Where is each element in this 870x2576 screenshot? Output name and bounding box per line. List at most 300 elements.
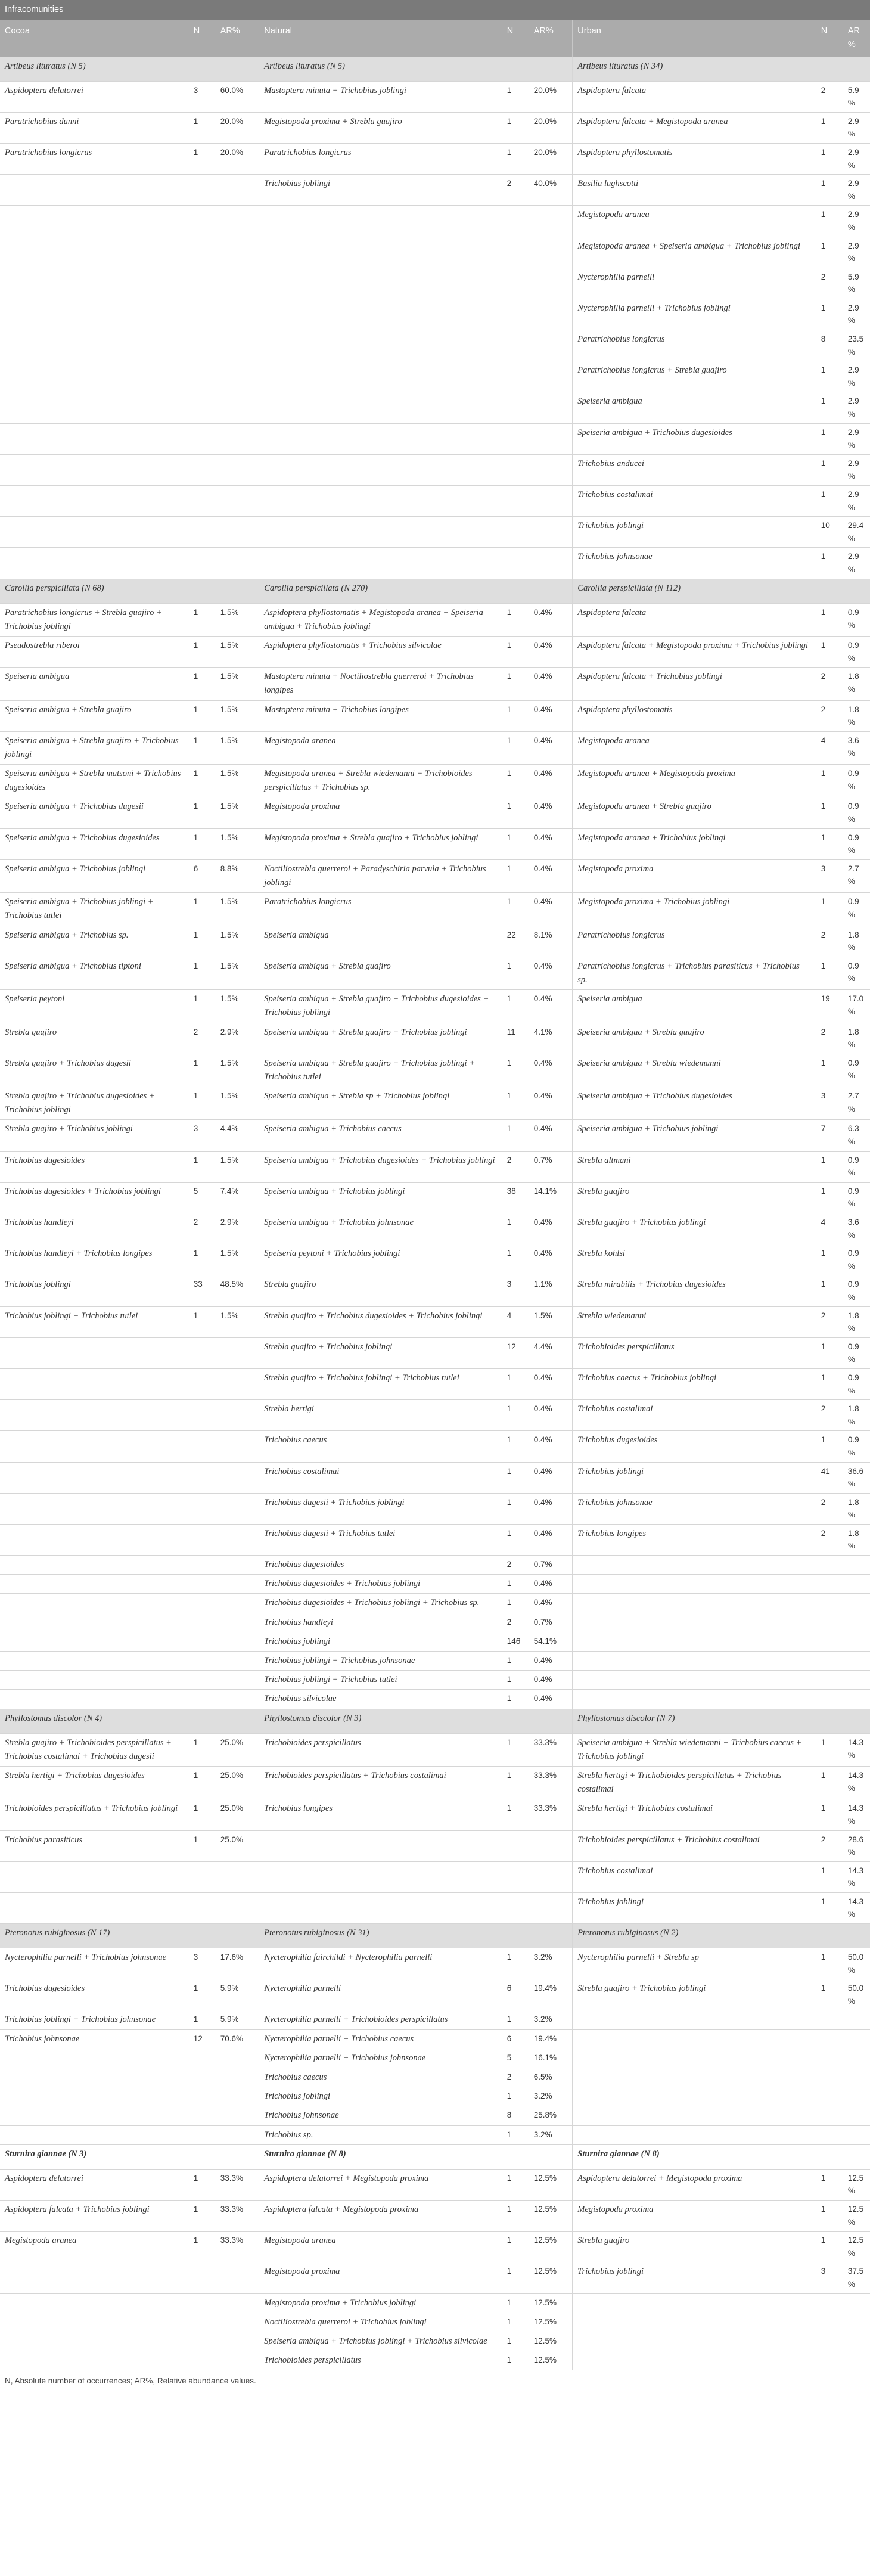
cocoa-ar-cell: 33.3%	[216, 2200, 259, 2231]
cocoa-ar-cell	[216, 206, 259, 237]
urban-n-cell: 1	[816, 1244, 843, 1275]
cocoa-ar-cell	[216, 2262, 259, 2293]
cocoa-ar-cell: 1.5%	[216, 1306, 259, 1337]
cocoa-n-cell	[189, 2262, 216, 2293]
natural-ar-cell: 12.5%	[529, 2313, 573, 2332]
cocoa-species-cell	[0, 1556, 189, 1575]
urban-n-cell	[816, 1556, 843, 1575]
cocoa-n-cell: 1	[189, 1054, 216, 1087]
natural-ar-cell	[529, 206, 573, 237]
urban-n-cell: 3	[816, 1087, 843, 1120]
urban-n-cell: 1	[816, 1275, 843, 1306]
cocoa-species-cell: Aspidoptera delatorrei	[0, 2169, 189, 2200]
natural-ar-cell: 0.7%	[529, 1613, 573, 1632]
cocoa-ar-cell	[216, 2049, 259, 2068]
natural-species-cell: Megistopoda proxima + Strebla guajiro	[259, 112, 502, 143]
natural-ar-cell	[529, 486, 573, 517]
natural-n-cell: 6	[502, 1979, 529, 2010]
urban-ar-cell: 0.9%	[843, 1275, 870, 1306]
table-row	[0, 2106, 870, 2125]
table-row	[0, 2068, 870, 2087]
urban-n-cell: 1	[816, 361, 843, 392]
host-title-natural: Pteronotus rubiginosus (N 31)	[259, 1924, 573, 1948]
table-row	[0, 1556, 870, 1575]
cocoa-ar-cell	[216, 2351, 259, 2370]
cocoa-species-cell	[0, 330, 189, 361]
natural-n-cell: 1	[502, 2232, 529, 2262]
natural-ar-cell	[529, 237, 573, 268]
urban-ar-cell: 0.9%	[843, 797, 870, 828]
urban-species-cell: Trichobius joblingi	[573, 2262, 816, 2293]
natural-ar-cell: 20.0%	[529, 143, 573, 174]
natural-ar-cell	[529, 1892, 573, 1923]
host-section-row	[0, 1924, 870, 1948]
urban-n-cell	[816, 2106, 843, 2125]
natural-species-cell: Megistopoda aranea	[259, 731, 502, 764]
natural-ar-cell: 40.0%	[529, 175, 573, 206]
urban-n-cell	[816, 2049, 843, 2068]
table-row	[0, 1431, 870, 1462]
urban-ar-cell: 0.9%	[843, 765, 870, 797]
natural-n-cell: 1	[502, 2010, 529, 2029]
urban-n-cell: 1	[816, 1948, 843, 1979]
cocoa-ar-cell	[216, 548, 259, 579]
urban-n-cell: 1	[816, 1766, 843, 1799]
cocoa-ar-cell: 5.9%	[216, 1979, 259, 2010]
natural-species-cell	[259, 392, 502, 423]
urban-species-cell: Speiseria ambigua + Trichobius dugesioides	[573, 423, 816, 454]
natural-ar-cell	[529, 1830, 573, 1861]
natural-species-cell: Paratrichobius longicrus	[259, 893, 502, 926]
cocoa-n-cell: 1	[189, 957, 216, 989]
natural-ar-cell	[529, 330, 573, 361]
natural-n-cell: 1	[502, 2087, 529, 2106]
urban-species-cell: Strebla guajiro + Trichobius joblingi	[573, 1979, 816, 2010]
natural-species-cell: Megistopoda proxima + Trichobius joblingi	[259, 2293, 502, 2313]
urban-ar-cell: 1.8%	[843, 1493, 870, 1524]
cocoa-species-cell	[0, 1337, 189, 1368]
cocoa-species-cell	[0, 1575, 189, 1594]
cocoa-ar-cell	[216, 392, 259, 423]
urban-ar-cell: 0.9%	[843, 603, 870, 636]
natural-n-cell: 1	[502, 603, 529, 636]
cocoa-species-cell	[0, 1431, 189, 1462]
urban-ar-cell: 14.3%	[843, 1766, 870, 1799]
urban-ar-cell	[843, 1690, 870, 1709]
natural-species-cell: Strebla guajiro + Trichobius joblingi	[259, 1337, 502, 1368]
natural-species-cell: Trichobius joblingi + Trichobius johnsonae	[259, 1652, 502, 1671]
table-row	[0, 548, 870, 579]
urban-ar-cell: 1.8%	[843, 1023, 870, 1054]
cocoa-n-cell	[189, 1337, 216, 1368]
table-row	[0, 1462, 870, 1493]
cocoa-species-cell: Strebla guajiro + Trichobius joblingi	[0, 1120, 189, 1151]
natural-ar-cell: 0.4%	[529, 1652, 573, 1671]
natural-n-cell: 1	[502, 2169, 529, 2200]
cocoa-ar-cell	[216, 1400, 259, 1431]
natural-n-cell	[502, 486, 529, 517]
urban-n-cell: 1	[816, 1799, 843, 1830]
header-cocoa-n: N	[189, 20, 216, 57]
table-row	[0, 1182, 870, 1213]
natural-ar-cell	[529, 268, 573, 299]
natural-species-cell	[259, 517, 502, 548]
cocoa-species-cell	[0, 1368, 189, 1399]
table-row	[0, 206, 870, 237]
cocoa-ar-cell: 20.0%	[216, 143, 259, 174]
cocoa-n-cell	[189, 2313, 216, 2332]
natural-species-cell	[259, 1892, 502, 1923]
natural-species-cell: Paratrichobius longicrus	[259, 143, 502, 174]
cocoa-n-cell	[189, 2049, 216, 2068]
table-row	[0, 1275, 870, 1306]
urban-n-cell: 1	[816, 636, 843, 667]
natural-species-cell: Speiseria ambigua + Trichobius dugesioides + Trichobius joblingi	[259, 1151, 502, 1182]
urban-n-cell	[816, 2313, 843, 2332]
urban-species-cell	[573, 1594, 816, 1613]
natural-n-cell: 1	[502, 1244, 529, 1275]
natural-species-cell: Trichobius sp.	[259, 2125, 502, 2144]
cocoa-ar-cell: 2.9%	[216, 1213, 259, 1244]
natural-ar-cell: 54.1%	[529, 1632, 573, 1651]
cocoa-ar-cell	[216, 268, 259, 299]
natural-ar-cell: 0.4%	[529, 1213, 573, 1244]
table-row	[0, 1493, 870, 1524]
cocoa-species-cell	[0, 1400, 189, 1431]
natural-species-cell: Trichobius dugesioides + Trichobius joblingi	[259, 1575, 502, 1594]
cocoa-species-cell	[0, 2351, 189, 2370]
urban-n-cell: 2	[816, 1023, 843, 1054]
urban-species-cell: Aspidoptera phyllostomatis	[573, 700, 816, 731]
cocoa-ar-cell	[216, 1594, 259, 1613]
cocoa-ar-cell	[216, 1652, 259, 1671]
table-row	[0, 1892, 870, 1923]
natural-ar-cell	[529, 299, 573, 330]
natural-species-cell: Speiseria ambigua + Trichobius johnsonae	[259, 1213, 502, 1244]
cocoa-ar-cell	[216, 1613, 259, 1632]
cocoa-n-cell	[189, 1861, 216, 1892]
table-row	[0, 454, 870, 485]
urban-n-cell: 1	[816, 1151, 843, 1182]
natural-ar-cell: 0.4%	[529, 1431, 573, 1462]
natural-n-cell: 1	[502, 1493, 529, 1524]
natural-n-cell: 1	[502, 1213, 529, 1244]
natural-n-cell: 1	[502, 1733, 529, 1766]
cocoa-species-cell: Trichobius joblingi + Trichobius johnsonae	[0, 2010, 189, 2029]
table-row	[0, 1368, 870, 1399]
table-row	[0, 1054, 870, 1087]
cocoa-ar-cell	[216, 1337, 259, 1368]
natural-n-cell: 1	[502, 859, 529, 892]
urban-ar-cell	[843, 2106, 870, 2125]
urban-species-cell: Aspidoptera falcata + Trichobius joblingi	[573, 668, 816, 700]
table-row	[0, 668, 870, 700]
natural-species-cell: Speiseria ambigua + Trichobius joblingi + Trichobius silvicolae	[259, 2332, 502, 2351]
cocoa-n-cell	[189, 237, 216, 268]
natural-ar-cell: 0.4%	[529, 1575, 573, 1594]
natural-ar-cell: 0.7%	[529, 1556, 573, 1575]
cocoa-ar-cell: 70.6%	[216, 2029, 259, 2049]
urban-n-cell	[816, 2351, 843, 2370]
cocoa-n-cell	[189, 330, 216, 361]
table-row	[0, 392, 870, 423]
urban-ar-cell: 1.8%	[843, 1400, 870, 1431]
table-row	[0, 1306, 870, 1337]
table-row	[0, 81, 870, 112]
urban-n-cell: 1	[816, 237, 843, 268]
urban-species-cell	[573, 2068, 816, 2087]
urban-ar-cell: 14.3%	[843, 1861, 870, 1892]
urban-species-cell	[573, 1632, 816, 1651]
cocoa-species-cell	[0, 361, 189, 392]
table-row	[0, 1948, 870, 1979]
cocoa-n-cell: 1	[189, 2169, 216, 2200]
natural-ar-cell: 16.1%	[529, 2049, 573, 2068]
cocoa-ar-cell: 25.0%	[216, 1766, 259, 1799]
cocoa-species-cell	[0, 1690, 189, 1709]
natural-ar-cell: 25.8%	[529, 2106, 573, 2125]
cocoa-ar-cell	[216, 1892, 259, 1923]
natural-n-cell: 1	[502, 1120, 529, 1151]
urban-n-cell: 2	[816, 268, 843, 299]
cocoa-ar-cell: 1.5%	[216, 1151, 259, 1182]
urban-species-cell: Speiseria ambigua + Strebla guajiro	[573, 1023, 816, 1054]
cocoa-n-cell	[189, 548, 216, 579]
urban-ar-cell	[843, 2332, 870, 2351]
cocoa-ar-cell	[216, 361, 259, 392]
cocoa-n-cell: 1	[189, 1733, 216, 1766]
cocoa-species-cell: Strebla hertigi + Trichobius dugesioides	[0, 1766, 189, 1799]
natural-species-cell	[259, 1861, 502, 1892]
cocoa-species-cell	[0, 1861, 189, 1892]
natural-ar-cell: 0.4%	[529, 668, 573, 700]
cocoa-ar-cell: 25.0%	[216, 1830, 259, 1861]
natural-species-cell: Trichobius silvicolae	[259, 1690, 502, 1709]
cocoa-ar-cell: 25.0%	[216, 1799, 259, 1830]
cocoa-ar-cell: 1.5%	[216, 957, 259, 989]
urban-species-cell: Paratrichobius longicrus + Strebla guajiro	[573, 361, 816, 392]
urban-species-cell: Paratrichobius longicrus + Trichobius parasiticus + Trichobius sp.	[573, 957, 816, 989]
natural-ar-cell: 0.4%	[529, 1690, 573, 1709]
urban-ar-cell: 50.0%	[843, 1979, 870, 2010]
cocoa-ar-cell: 4.4%	[216, 1120, 259, 1151]
urban-species-cell: Paratrichobius longicrus	[573, 926, 816, 957]
cocoa-ar-cell: 33.3%	[216, 2169, 259, 2200]
natural-n-cell: 22	[502, 926, 529, 957]
host-title-cocoa: Artibeus lituratus (N 5)	[0, 57, 259, 82]
cocoa-n-cell: 1	[189, 1830, 216, 1861]
table-row	[0, 636, 870, 667]
urban-species-cell: Aspidoptera falcata	[573, 603, 816, 636]
urban-species-cell	[573, 1575, 816, 1594]
cocoa-n-cell	[189, 2351, 216, 2370]
urban-species-cell	[573, 2313, 816, 2332]
cocoa-species-cell	[0, 268, 189, 299]
cocoa-ar-cell	[216, 1671, 259, 1690]
table-row	[0, 237, 870, 268]
host-title-urban: Phyllostomus discolor (N 7)	[573, 1709, 870, 1733]
natural-n-cell	[502, 517, 529, 548]
host-section-row	[0, 57, 870, 82]
urban-species-cell: Trichobioides perspicillatus + Trichobius costalimai	[573, 1830, 816, 1861]
natural-ar-cell: 0.4%	[529, 957, 573, 989]
cocoa-ar-cell	[216, 299, 259, 330]
cocoa-n-cell: 1	[189, 700, 216, 731]
natural-n-cell	[502, 548, 529, 579]
natural-n-cell	[502, 1892, 529, 1923]
table-row	[0, 1400, 870, 1431]
natural-n-cell: 1	[502, 700, 529, 731]
natural-ar-cell	[529, 423, 573, 454]
urban-ar-cell	[843, 1632, 870, 1651]
natural-species-cell: Trichobius handleyi	[259, 1613, 502, 1632]
cocoa-species-cell: Paratrichobius dunni	[0, 112, 189, 143]
urban-species-cell: Trichobius caecus + Trichobius joblingi	[573, 1368, 816, 1399]
cocoa-species-cell	[0, 1594, 189, 1613]
table-row	[0, 2049, 870, 2068]
urban-species-cell: Speiseria ambigua + Strebla wiedemanni + Trichobius caecus + Trichobius joblingi	[573, 1733, 816, 1766]
cocoa-ar-cell	[216, 517, 259, 548]
header-urban: Urban	[573, 20, 816, 57]
urban-n-cell	[816, 2125, 843, 2144]
urban-species-cell	[573, 2049, 816, 2068]
host-title-natural: Artibeus lituratus (N 5)	[259, 57, 573, 82]
natural-ar-cell: 0.4%	[529, 1493, 573, 1524]
natural-ar-cell: 12.5%	[529, 2351, 573, 2370]
table-row	[0, 2313, 870, 2332]
cocoa-n-cell: 1	[189, 1799, 216, 1830]
urban-n-cell: 10	[816, 517, 843, 548]
natural-species-cell: Strebla guajiro + Trichobius dugesioides + Trichobius joblingi	[259, 1306, 502, 1337]
urban-ar-cell: 2.9%	[843, 423, 870, 454]
table-row	[0, 517, 870, 548]
urban-species-cell	[573, 1556, 816, 1575]
natural-ar-cell	[529, 454, 573, 485]
urban-ar-cell: 2.9%	[843, 206, 870, 237]
natural-ar-cell: 33.3%	[529, 1799, 573, 1830]
header-natural-ar: AR%	[529, 20, 573, 57]
table-row	[0, 1120, 870, 1151]
cocoa-n-cell	[189, 1671, 216, 1690]
cocoa-n-cell	[189, 2068, 216, 2087]
natural-n-cell: 1	[502, 1087, 529, 1120]
table-row	[0, 1575, 870, 1594]
cocoa-ar-cell: 1.5%	[216, 1087, 259, 1120]
urban-ar-cell: 0.9%	[843, 1182, 870, 1213]
natural-species-cell: Speiseria ambigua	[259, 926, 502, 957]
cocoa-n-cell	[189, 1652, 216, 1671]
natural-species-cell: Speiseria ambigua + Trichobius caecus	[259, 1120, 502, 1151]
cocoa-species-cell	[0, 2106, 189, 2125]
natural-species-cell	[259, 486, 502, 517]
urban-n-cell: 1	[816, 1979, 843, 2010]
cocoa-n-cell: 1	[189, 668, 216, 700]
cocoa-n-cell	[189, 2332, 216, 2351]
urban-ar-cell	[843, 1556, 870, 1575]
cocoa-n-cell	[189, 1613, 216, 1632]
natural-ar-cell: 0.4%	[529, 828, 573, 859]
natural-species-cell	[259, 299, 502, 330]
urban-species-cell: Strebla mirabilis + Trichobius dugesioides	[573, 1275, 816, 1306]
cocoa-n-cell	[189, 268, 216, 299]
cocoa-species-cell: Pseudostrebla riberoi	[0, 636, 189, 667]
natural-n-cell: 1	[502, 2313, 529, 2332]
cocoa-n-cell	[189, 2106, 216, 2125]
cocoa-species-cell: Trichobius joblingi + Trichobius tutlei	[0, 1306, 189, 1337]
natural-ar-cell: 0.4%	[529, 1671, 573, 1690]
natural-n-cell: 1	[502, 1400, 529, 1431]
natural-ar-cell: 0.4%	[529, 765, 573, 797]
table-row	[0, 1652, 870, 1671]
natural-n-cell	[502, 299, 529, 330]
natural-n-cell	[502, 206, 529, 237]
table-row	[0, 423, 870, 454]
urban-ar-cell	[843, 2087, 870, 2106]
cocoa-ar-cell	[216, 2332, 259, 2351]
natural-n-cell: 2	[502, 1151, 529, 1182]
cocoa-species-cell: Speiseria ambigua + Trichobius dugesii	[0, 797, 189, 828]
cocoa-ar-cell	[216, 2068, 259, 2087]
cocoa-n-cell	[189, 1368, 216, 1399]
cocoa-n-cell	[189, 1493, 216, 1524]
natural-n-cell: 6	[502, 2029, 529, 2049]
urban-ar-cell: 6.3%	[843, 1120, 870, 1151]
table-row	[0, 2125, 870, 2144]
natural-ar-cell: 0.4%	[529, 1087, 573, 1120]
urban-n-cell: 1	[816, 392, 843, 423]
natural-species-cell: Aspidoptera falcata + Megistopoda proxima	[259, 2200, 502, 2231]
natural-species-cell: Trichobius costalimai	[259, 1462, 502, 1493]
cocoa-n-cell	[189, 392, 216, 423]
natural-ar-cell: 0.4%	[529, 797, 573, 828]
table-row	[0, 1244, 870, 1275]
table-row	[0, 1830, 870, 1861]
urban-species-cell: Trichobius johnsonae	[573, 548, 816, 579]
cocoa-species-cell: Speiseria ambigua + Strebla guajiro	[0, 700, 189, 731]
table-row	[0, 175, 870, 206]
cocoa-n-cell: 1	[189, 1244, 216, 1275]
urban-species-cell	[573, 2332, 816, 2351]
table-caption-row	[0, 0, 870, 20]
natural-n-cell: 12	[502, 1337, 529, 1368]
cocoa-n-cell	[189, 2293, 216, 2313]
cocoa-n-cell	[189, 206, 216, 237]
host-title-cocoa: Phyllostomus discolor (N 4)	[0, 1709, 259, 1733]
cocoa-ar-cell	[216, 1431, 259, 1462]
cocoa-n-cell: 1	[189, 2232, 216, 2262]
cocoa-ar-cell: 1.5%	[216, 700, 259, 731]
cocoa-n-cell	[189, 486, 216, 517]
table-row	[0, 2200, 870, 2231]
natural-ar-cell: 3.2%	[529, 2125, 573, 2144]
urban-species-cell: Speiseria ambigua	[573, 990, 816, 1023]
urban-species-cell: Strebla hertigi + Trichobioides perspicillatus + Trichobius costalimai	[573, 1766, 816, 1799]
urban-n-cell: 1	[816, 112, 843, 143]
urban-n-cell: 1	[816, 765, 843, 797]
urban-species-cell: Trichobius costalimai	[573, 486, 816, 517]
cocoa-species-cell	[0, 454, 189, 485]
host-section-row	[0, 2144, 870, 2169]
table-row	[0, 330, 870, 361]
table-row	[0, 299, 870, 330]
cocoa-species-cell	[0, 2087, 189, 2106]
natural-species-cell: Aspidoptera delatorrei + Megistopoda proxima	[259, 2169, 502, 2200]
host-section-row	[0, 1709, 870, 1733]
cocoa-ar-cell	[216, 1690, 259, 1709]
natural-species-cell: Trichobius caecus	[259, 2068, 502, 2087]
natural-n-cell: 1	[502, 2351, 529, 2370]
cocoa-species-cell	[0, 2332, 189, 2351]
